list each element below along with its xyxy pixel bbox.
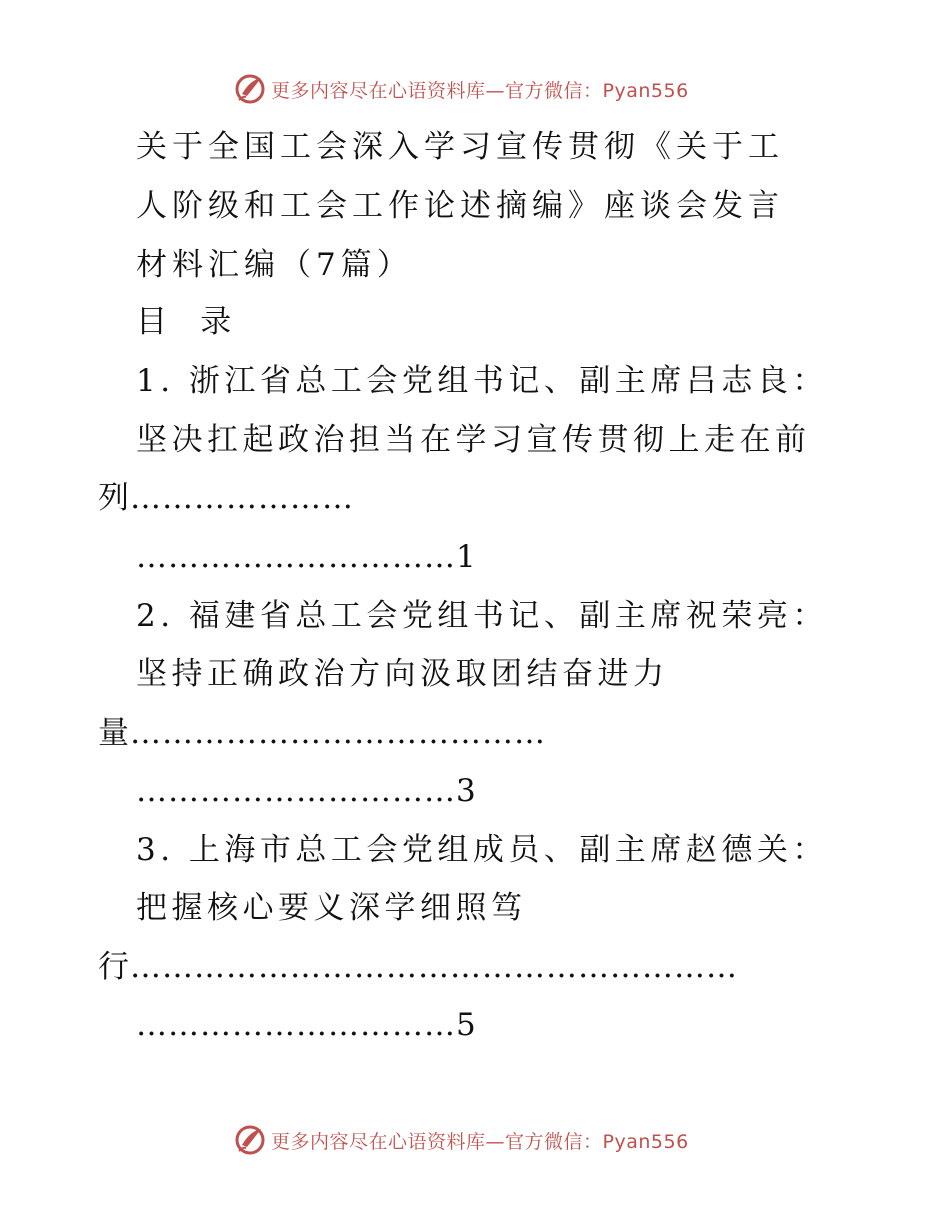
toc-heading: 目 录 — [136, 304, 236, 340]
brush-logo-icon — [233, 72, 267, 106]
watermark-text: 更多内容尽在心语资料库—官方微信：Pyan556 — [271, 1130, 689, 1153]
toc-entry-subtitle: 把握核心要义深学细照笃 — [136, 890, 527, 926]
brush-logo-icon — [233, 1123, 267, 1157]
toc-entry-heading: 1. 浙江省总工会党组书记、副主席吕志良： — [136, 363, 828, 399]
toc-entry-page: …………………………5 — [136, 1007, 477, 1043]
toc-entry-heading: 3. 上海市总工会党组成员、副主席赵德关： — [136, 832, 828, 868]
toc-entry-heading: 2. 福建省总工会党组书记、副主席祝荣亮： — [136, 598, 828, 634]
watermark-text: 更多内容尽在心语资料库—官方微信：Pyan556 — [271, 79, 689, 102]
toc-entry-subtitle: 坚决扛起政治担当在学习宣传贯彻上走在前 — [136, 422, 811, 458]
watermark-footer — [233, 1123, 689, 1157]
title-line-1: 关于全国工会深入学习宣传贯彻《关于工 — [136, 129, 784, 165]
title-line-2: 人阶级和工会工作论述摘编》座谈会发言 — [136, 188, 784, 224]
toc-entry-leader: 行………………………………………………… — [98, 949, 738, 985]
toc-entry-leader: 量………………………………… — [98, 715, 546, 751]
toc-entry-page: …………………………1 — [136, 539, 477, 575]
watermark-header — [233, 72, 689, 106]
toc-entry-leader: 列………………… — [98, 480, 354, 516]
title-line-3: 材料汇编（7篇） — [136, 247, 413, 283]
toc-entry-subtitle: 坚持正确政治方向汲取团结奋进力 — [136, 656, 669, 692]
toc-entry-page: …………………………3 — [136, 773, 477, 809]
